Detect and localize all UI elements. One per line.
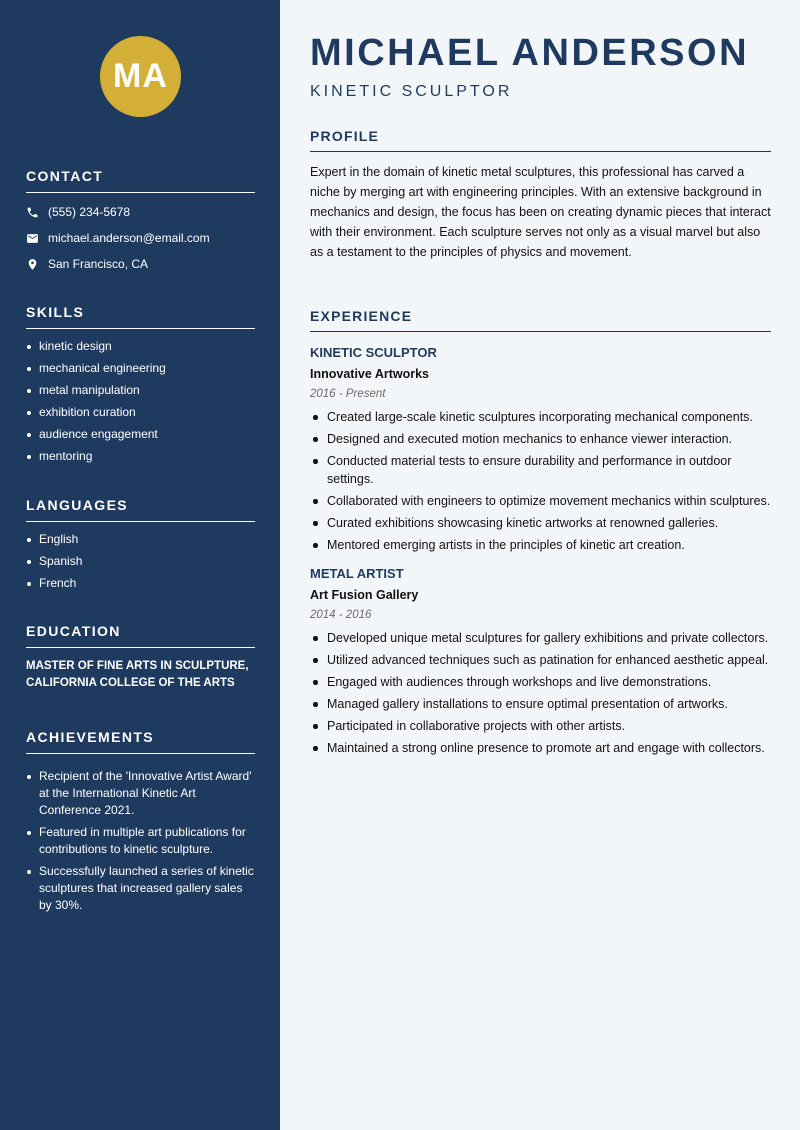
job-title: KINETIC SCULPTOR bbox=[310, 83, 513, 100]
list-item: Designed and executed motion mechanics to enhance viewer interaction. bbox=[310, 430, 771, 448]
list-item: Conducted material tests to ensure durability and performance in outdoor settings. bbox=[310, 452, 771, 488]
job-bullets bbox=[310, 408, 771, 554]
list-item: Featured in multiple art publications for contributions to kinetic sculpture. bbox=[26, 824, 255, 858]
list-item: Participated in collaborative projects with other artists. bbox=[310, 717, 771, 735]
page-title: MICHAEL ANDERSON bbox=[310, 32, 750, 74]
experience-section bbox=[310, 308, 771, 761]
job-entry bbox=[310, 345, 771, 554]
list-item: Utilized advanced techniques such as patination for enhanced aesthetic appeal. bbox=[310, 651, 771, 669]
job-dates: 2014 - 2016 bbox=[310, 609, 372, 621]
job-dates: 2016 - Present bbox=[310, 388, 386, 400]
skills-section bbox=[26, 304, 255, 465]
languages-section bbox=[26, 497, 255, 592]
list-item: mentoring bbox=[26, 448, 255, 465]
education-degree: MASTER OF FINE ARTS IN SCULPTURE, CALIFORNIA COLLEGE OF THE ARTS bbox=[26, 660, 249, 689]
sidebar bbox=[0, 0, 280, 1130]
list-item: English bbox=[26, 531, 255, 548]
email-text: michael.anderson@email.com bbox=[48, 231, 210, 245]
education-heading: EDUCATION bbox=[26, 623, 255, 648]
job-role: KINETIC SCULPTOR bbox=[310, 345, 437, 360]
contact-email bbox=[26, 225, 255, 251]
achievements-section bbox=[26, 729, 255, 914]
list-item: kinetic design bbox=[26, 338, 255, 355]
contact-phone bbox=[26, 199, 255, 225]
list-item: Created large-scale kinetic sculptures incorporating mechanical components. bbox=[310, 408, 771, 426]
profile-section bbox=[310, 128, 771, 262]
list-item: French bbox=[26, 575, 255, 592]
list-item: Mentored emerging artists in the principles of kinetic art creation. bbox=[310, 536, 771, 554]
achievements-list bbox=[26, 768, 255, 914]
list-item: mechanical engineering bbox=[26, 360, 255, 377]
skills-heading: SKILLS bbox=[26, 304, 255, 329]
job-role: METAL ARTIST bbox=[310, 566, 404, 581]
list-item: Curated exhibitions showcasing kinetic artworks at renowned galleries. bbox=[310, 514, 771, 532]
contact-location bbox=[26, 251, 255, 277]
list-item: Developed unique metal sculptures for gallery exhibitions and private collectors. bbox=[310, 629, 771, 647]
job-company: Art Fusion Gallery bbox=[310, 588, 419, 602]
list-item: Engaged with audiences through workshops and live demonstrations. bbox=[310, 673, 771, 691]
contact-list bbox=[26, 199, 255, 277]
avatar: MA bbox=[100, 36, 181, 117]
skills-list bbox=[26, 338, 255, 465]
profile-heading: PROFILE bbox=[310, 128, 771, 152]
list-item: Recipient of the 'Innovative Artist Award' at the International Kinetic Art Conference 2021. bbox=[26, 768, 255, 819]
phone-icon bbox=[26, 206, 39, 219]
email-icon bbox=[26, 232, 39, 245]
profile-text: Expert in the domain of kinetic metal sculptures, this professional has carved a niche by merging art with engineering principles. With an extensive background in mechanics and design, the focus has been on creating dynamic pieces that interact with their environment. Each sculpture serves not only as a visual marvel but also as a testament to the principles of physics and movement. bbox=[310, 165, 771, 259]
contact-section bbox=[26, 168, 255, 277]
list-item: Successfully launched a series of kinetic sculptures that increased gallery sales by 30%. bbox=[26, 863, 255, 914]
job-bullets bbox=[310, 629, 771, 757]
education-section bbox=[26, 623, 255, 692]
list-item: exhibition curation bbox=[26, 404, 255, 421]
location-text: San Francisco, CA bbox=[48, 257, 149, 271]
list-item: Spanish bbox=[26, 553, 255, 570]
job-company: Innovative Artworks bbox=[310, 367, 430, 381]
languages-heading: LANGUAGES bbox=[26, 497, 255, 522]
list-item: Collaborated with engineers to optimize movement mechanics within sculptures. bbox=[310, 492, 771, 510]
list-item: metal manipulation bbox=[26, 382, 255, 399]
job-entry bbox=[310, 566, 771, 757]
contact-heading: CONTACT bbox=[26, 168, 255, 193]
phone-text: (555) 234-5678 bbox=[48, 205, 131, 219]
list-item: Managed gallery installations to ensure optimal presentation of artworks. bbox=[310, 695, 771, 713]
list-item: Maintained a strong online presence to promote art and engage with collectors. bbox=[310, 739, 771, 757]
location-icon bbox=[26, 258, 39, 271]
experience-heading: EXPERIENCE bbox=[310, 308, 771, 332]
achievements-heading: ACHIEVEMENTS bbox=[26, 729, 255, 754]
languages-list bbox=[26, 531, 255, 592]
list-item: audience engagement bbox=[26, 426, 255, 443]
